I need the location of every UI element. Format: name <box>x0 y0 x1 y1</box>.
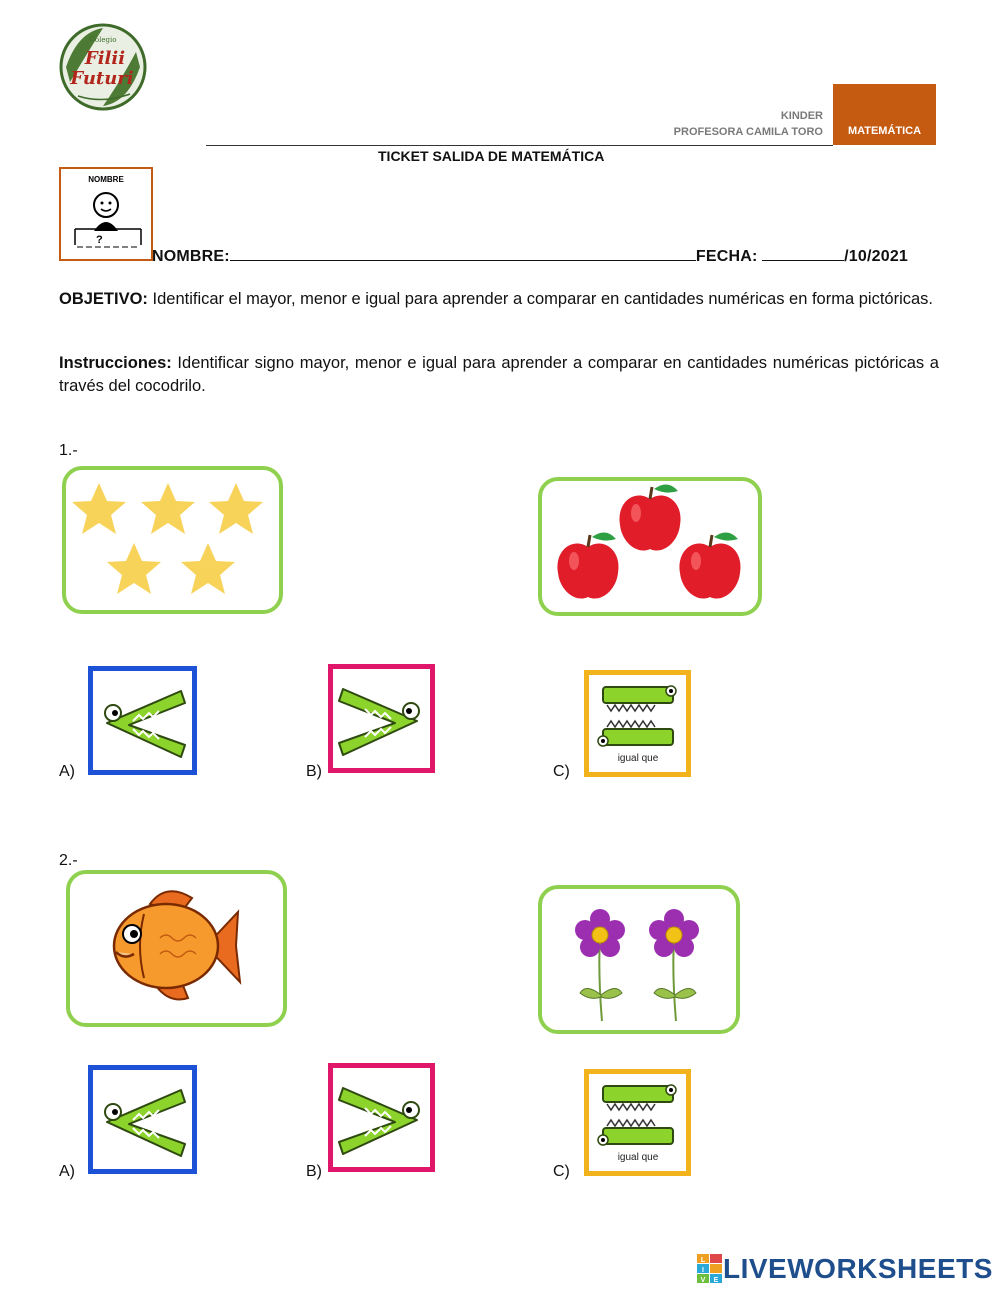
star-icon <box>107 543 161 594</box>
apple-icon <box>619 484 680 550</box>
instructions-label: Instrucciones: <box>59 354 172 372</box>
logo-text-futuri: Futuri <box>70 68 134 89</box>
stars-group-box <box>62 466 283 614</box>
option-c-equal-card[interactable] <box>584 670 691 777</box>
option-a-greater-than-card[interactable] <box>88 666 197 775</box>
star-icon <box>141 483 195 534</box>
name-field[interactable] <box>230 246 696 261</box>
svg-text:V: V <box>700 1277 706 1284</box>
objective-label: OBJETIVO: <box>59 290 148 308</box>
option-c-letter: C) <box>553 1163 570 1180</box>
pictogram-question: ? <box>96 234 103 246</box>
option-c-equal-card[interactable] <box>584 1069 691 1176</box>
fish-icon <box>114 891 240 999</box>
equal-caption: igual que <box>617 753 659 764</box>
date-day-field[interactable] <box>762 246 844 261</box>
apple-icon <box>557 532 618 598</box>
apple-icon <box>679 532 740 598</box>
name-label: NOMBRE: <box>152 248 230 265</box>
option-b-less-than-card[interactable] <box>328 664 435 773</box>
page-title: TICKET SALIDA DE MATEMÁTICA <box>378 148 605 164</box>
flower-icon <box>575 909 625 1021</box>
option-c-letter: C) <box>553 763 570 780</box>
option-a-letter: A) <box>59 763 75 780</box>
liveworksheets-logo <box>697 1253 993 1285</box>
logo-top-text: Colegio <box>89 36 117 44</box>
option-a-letter: A) <box>59 1163 75 1180</box>
flower-icon <box>649 909 699 1021</box>
level-label: KINDER <box>780 110 823 122</box>
equal-caption: igual que <box>617 1152 659 1163</box>
option-b-less-than-card[interactable] <box>328 1063 435 1172</box>
objective-paragraph <box>59 288 939 311</box>
svg-text:E: E <box>713 1277 719 1284</box>
star-icon <box>209 483 263 534</box>
option-a-greater-than-card[interactable] <box>88 1065 197 1174</box>
pictogram-label: NOMBRE <box>88 175 124 184</box>
star-icon <box>72 483 126 534</box>
instructions-text: Identificar signo mayor, menor e igual para aprender a comparar en cantidades numéricas pictóricas a través del cocodrilo. <box>59 354 939 395</box>
fish-group-box <box>66 870 287 1027</box>
name-date-line <box>152 246 908 266</box>
star-icon <box>181 543 235 594</box>
school-logo <box>58 22 148 112</box>
subject-badge: MATEMÁTICA <box>833 84 936 145</box>
option-b-letter: B) <box>306 763 322 780</box>
option-b-letter: B) <box>306 1163 322 1180</box>
header-divider <box>206 145 833 146</box>
liveworksheets-badge-icon <box>697 1254 723 1284</box>
teacher-label: PROFESORA CAMILA TORO <box>673 126 823 138</box>
flowers-group-box <box>538 885 740 1034</box>
name-pictogram-card <box>59 167 153 261</box>
question-number: 1.- <box>59 442 78 459</box>
logo-text-filii: Filii <box>84 48 126 69</box>
apples-group-box <box>538 477 762 616</box>
svg-text:L: L <box>700 1257 706 1264</box>
instructions-paragraph <box>59 352 939 398</box>
liveworksheets-wordmark: LIVEWORKSHEETS <box>723 1253 993 1284</box>
svg-text:I: I <box>702 1267 704 1274</box>
date-label: FECHA: <box>695 248 763 265</box>
question-number: 2.- <box>59 852 78 869</box>
objective-text: Identificar el mayor, menor e igual para aprender a comparar en cantidades numéricas en forma pictóricas. <box>147 290 934 308</box>
school-meta <box>640 108 823 140</box>
date-suffix: /10/2021 <box>844 248 909 265</box>
